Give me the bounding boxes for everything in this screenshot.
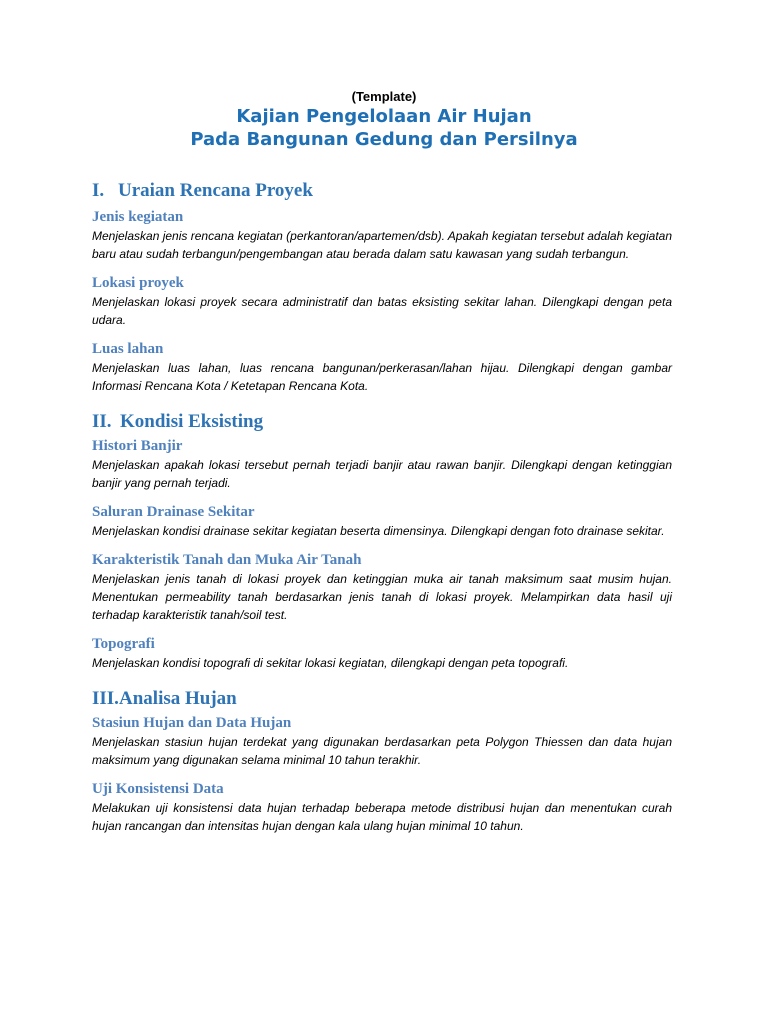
section-uraian-rencana-proyek xyxy=(92,178,672,395)
subsection-lokasi-proyek xyxy=(92,274,672,329)
template-label: (Template) xyxy=(351,89,417,104)
subsection-text: Melakukan uji konsistensi data hujan terhadap beberapa metode distribusi hujan dan menentukan curah hujan rancangan dan intensitas hujan dengan kala ulang hujan minimal 10 tahun. xyxy=(92,801,672,833)
section-analisa-hujan xyxy=(92,686,672,835)
section-heading xyxy=(92,686,672,712)
subsection-heading: Luas lahan xyxy=(92,341,164,357)
subsection-text: Menjelaskan kondisi topografi di sekitar lokasi kegiatan, dilengkapi dengan peta topografi. xyxy=(92,656,569,670)
subsection-karakteristik-tanah xyxy=(92,551,672,624)
title-line-2: Pada Bangunan Gedung dan Persilnya xyxy=(190,129,578,150)
subsection-histori-banjir xyxy=(92,437,672,492)
subsection-text: Menjelaskan luas lahan, luas rencana bangunan/perkerasan/lahan hijau. Dilengkapi dengan gambar Informasi Rencana Kota / Ketetapan Rencana Kota. xyxy=(92,361,672,393)
document-header xyxy=(0,88,768,151)
section-heading xyxy=(92,409,672,435)
title-line-1: Kajian Pengelolaan Air Hujan xyxy=(236,106,532,127)
subsection-stasiun-hujan xyxy=(92,714,672,769)
subsection-heading: Topografi xyxy=(92,636,155,652)
subsection-text: Menjelaskan stasiun hujan terdekat yang digunakan berdasarkan peta Polygon Thiessen dan data hujan maksimum yang digunakan selama minimal 10 tahun terakhir. xyxy=(92,735,672,767)
subsection-uji-konsistensi-data xyxy=(92,780,672,835)
subsection-text: Menjelaskan jenis rencana kegiatan (perkantoran/apartemen/dsb). Apakah kegiatan tersebut adalah kegiatan baru atau sudah terbangun/pengembangan atau berada dalam satu kawasan yang sudah terbangun. xyxy=(92,229,672,261)
subsection-heading: Uji Konsistensi Data xyxy=(92,781,224,797)
section-heading xyxy=(92,178,672,204)
subsection-jenis-kegiatan xyxy=(92,208,672,263)
subsection-heading: Jenis kegiatan xyxy=(92,209,184,225)
subsection-heading: Karakteristik Tanah dan Muka Air Tanah xyxy=(92,552,362,568)
subsection-heading: Saluran Drainase Sekitar xyxy=(92,504,255,520)
document-body xyxy=(92,176,672,835)
subsection-text: Menjelaskan lokasi proyek secara administratif dan batas eksisting sekitar lahan. Dilengkapi dengan peta udara. xyxy=(92,295,672,327)
subsection-text: Menjelaskan kondisi drainase sekitar kegiatan beserta dimensinya. Dilengkapi dengan foto drainase sekitar. xyxy=(92,524,665,538)
subsection-topografi xyxy=(92,635,672,672)
subsection-heading: Stasiun Hujan dan Data Hujan xyxy=(92,715,292,731)
subsection-text: Menjelaskan jenis tanah di lokasi proyek dan ketinggian muka air tanah maksimum saat musim hujan. Menentukan permeability tanah berdasarkan jenis tanah di lokasi proyek. Melampirkan data hasil uji terhadap karakteristik tanah/soil test. xyxy=(92,572,672,622)
section-title: Kondisi Eksisting xyxy=(120,411,264,432)
section-kondisi-eksisting xyxy=(92,409,672,672)
subsection-heading: Histori Banjir xyxy=(92,438,183,454)
subsection-heading: Lokasi proyek xyxy=(92,275,184,291)
section-number: II. xyxy=(92,411,112,432)
section-title: Uraian Rencana Proyek xyxy=(118,180,313,201)
subsection-luas-lahan xyxy=(92,340,672,395)
subsection-text: Menjelaskan apakah lokasi tersebut pernah terjadi banjir atau rawan banjir. Dilengkapi dengan ketinggian banjir yang pernah terjadi. xyxy=(92,458,672,490)
section-number: III. xyxy=(92,688,119,709)
subsection-saluran-drainase-sekitar xyxy=(92,503,672,540)
section-number: I. xyxy=(92,180,105,201)
section-title: Analisa Hujan xyxy=(119,688,237,709)
